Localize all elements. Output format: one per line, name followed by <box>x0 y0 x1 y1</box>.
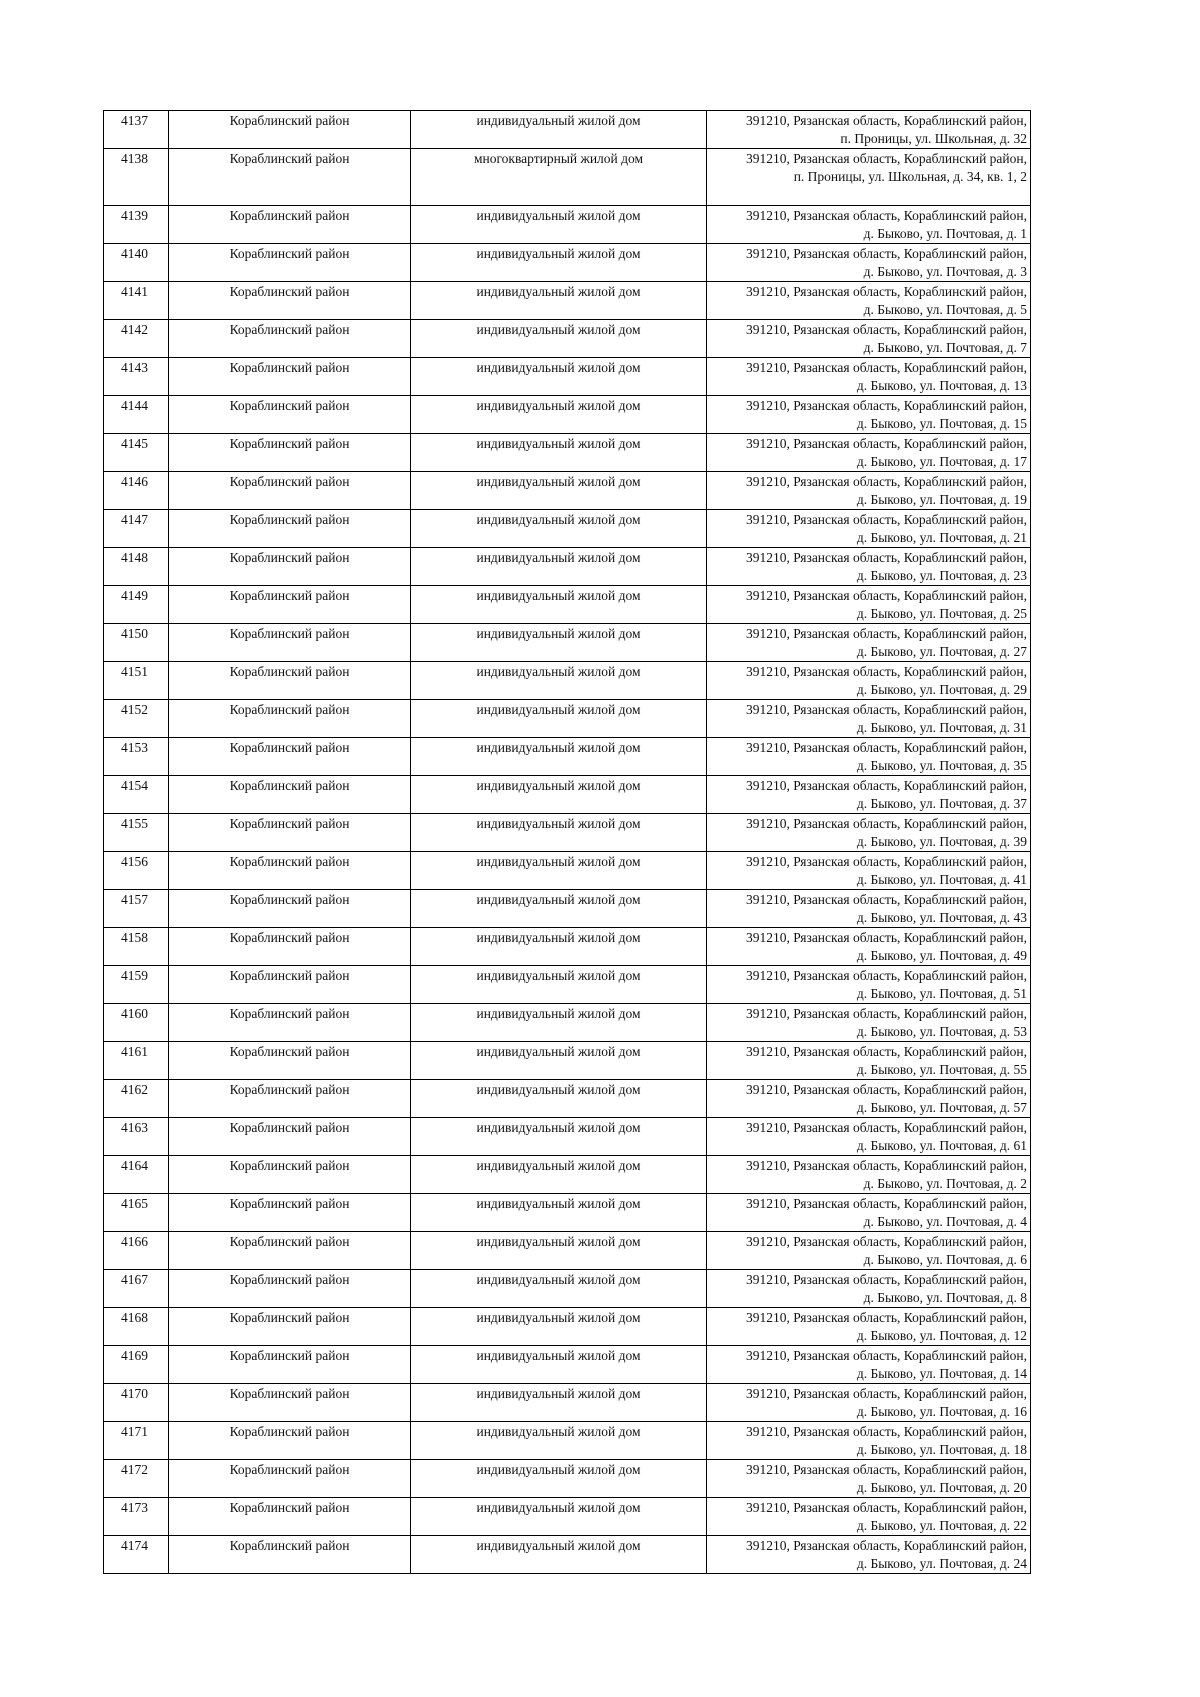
table-row <box>104 1346 1031 1384</box>
address-cell <box>707 890 1031 928</box>
table-row <box>104 966 1031 1004</box>
address-cell <box>707 1118 1031 1156</box>
address-line: д. Быково, ул. Почтовая, д. 31 <box>856 720 1027 735</box>
row-number-cell: 4163 <box>104 1118 169 1156</box>
district-cell: Кораблинский район <box>169 738 411 776</box>
table-row <box>104 1080 1031 1118</box>
address-line: 391210, Рязанская область, Кораблинский район, <box>746 1082 1027 1097</box>
row-number-cell: 4167 <box>104 1270 169 1308</box>
address-cell <box>707 149 1031 206</box>
address-line: д. Быково, ул. Почтовая, д. 12 <box>856 1328 1027 1343</box>
district-cell: Кораблинский район <box>169 1308 411 1346</box>
building-type-cell: индивидуальный жилой дом <box>411 776 707 814</box>
address-line: д. Быково, ул. Почтовая, д. 18 <box>856 1442 1027 1457</box>
address-line: д. Быково, ул. Почтовая, д. 57 <box>856 1100 1027 1115</box>
building-type-cell: индивидуальный жилой дом <box>411 358 707 396</box>
building-type-cell: индивидуальный жилой дом <box>411 472 707 510</box>
address-line: д. Быково, ул. Почтовая, д. 43 <box>856 910 1027 925</box>
district-cell: Кораблинский район <box>169 358 411 396</box>
district-cell: Кораблинский район <box>169 1194 411 1232</box>
table-row <box>104 624 1031 662</box>
building-type-cell: индивидуальный жилой дом <box>411 1004 707 1042</box>
district-cell: Кораблинский район <box>169 1422 411 1460</box>
address-line: п. Проницы, ул. Школьная, д. 32 <box>840 131 1027 146</box>
address-line: 391210, Рязанская область, Кораблинский район, <box>746 208 1027 223</box>
table-row <box>104 852 1031 890</box>
table-row <box>104 396 1031 434</box>
row-number-cell: 4174 <box>104 1536 169 1574</box>
row-number-cell: 4159 <box>104 966 169 1004</box>
address-cell <box>707 1232 1031 1270</box>
address-cell <box>707 852 1031 890</box>
row-number-cell: 4142 <box>104 320 169 358</box>
building-type-cell: индивидуальный жилой дом <box>411 1536 707 1574</box>
address-line: 391210, Рязанская область, Кораблинский район, <box>746 1196 1027 1211</box>
address-cell <box>707 1460 1031 1498</box>
district-cell: Кораблинский район <box>169 206 411 244</box>
address-line: 391210, Рязанская область, Кораблинский район, <box>746 284 1027 299</box>
address-cell <box>707 1536 1031 1574</box>
table-row <box>104 206 1031 244</box>
building-type-cell: индивидуальный жилой дом <box>411 510 707 548</box>
address-line: д. Быково, ул. Почтовая, д. 15 <box>856 416 1027 431</box>
building-type-cell: индивидуальный жилой дом <box>411 282 707 320</box>
address-line: д. Быково, ул. Почтовая, д. 22 <box>856 1518 1027 1533</box>
row-number-cell: 4170 <box>104 1384 169 1422</box>
building-type-cell: индивидуальный жилой дом <box>411 700 707 738</box>
table-row <box>104 1460 1031 1498</box>
address-cell <box>707 1080 1031 1118</box>
address-line: 391210, Рязанская область, Кораблинский район, <box>746 1272 1027 1287</box>
district-cell: Кораблинский район <box>169 320 411 358</box>
address-line: 391210, Рязанская область, Кораблинский район, <box>746 474 1027 489</box>
table-row <box>104 776 1031 814</box>
row-number-cell: 4144 <box>104 396 169 434</box>
row-number-cell: 4149 <box>104 586 169 624</box>
table-row <box>104 548 1031 586</box>
address-line: 391210, Рязанская область, Кораблинский район, <box>746 1006 1027 1021</box>
table-row <box>104 586 1031 624</box>
table-row <box>104 814 1031 852</box>
building-type-cell: индивидуальный жилой дом <box>411 852 707 890</box>
table-row <box>104 662 1031 700</box>
district-cell: Кораблинский район <box>169 1080 411 1118</box>
address-line: 391210, Рязанская область, Кораблинский район, <box>746 740 1027 755</box>
address-line: 391210, Рязанская область, Кораблинский район, <box>746 816 1027 831</box>
address-line: 391210, Рязанская область, Кораблинский район, <box>746 113 1027 128</box>
address-cell <box>707 700 1031 738</box>
address-line: п. Проницы, ул. Школьная, д. 34, кв. 1, 2 <box>793 169 1027 184</box>
building-type-cell: индивидуальный жилой дом <box>411 624 707 662</box>
district-cell: Кораблинский район <box>169 244 411 282</box>
table-row <box>104 1308 1031 1346</box>
table-row <box>104 1270 1031 1308</box>
address-line: д. Быково, ул. Почтовая, д. 23 <box>856 568 1027 583</box>
row-number-cell: 4146 <box>104 472 169 510</box>
table-row <box>104 1422 1031 1460</box>
address-line: д. Быково, ул. Почтовая, д. 16 <box>856 1404 1027 1419</box>
building-type-cell: индивидуальный жилой дом <box>411 1270 707 1308</box>
district-cell: Кораблинский район <box>169 700 411 738</box>
row-number-cell: 4147 <box>104 510 169 548</box>
table-row <box>104 1384 1031 1422</box>
district-cell: Кораблинский район <box>169 1270 411 1308</box>
row-number-cell: 4153 <box>104 738 169 776</box>
address-cell <box>707 624 1031 662</box>
address-cell <box>707 1270 1031 1308</box>
table-row <box>104 282 1031 320</box>
address-cell <box>707 396 1031 434</box>
address-cell <box>707 586 1031 624</box>
building-type-cell: индивидуальный жилой дом <box>411 434 707 472</box>
building-type-cell: индивидуальный жилой дом <box>411 1194 707 1232</box>
address-cell <box>707 510 1031 548</box>
district-cell: Кораблинский район <box>169 282 411 320</box>
address-cell <box>707 966 1031 1004</box>
address-cell <box>707 814 1031 852</box>
address-cell <box>707 282 1031 320</box>
address-line: д. Быково, ул. Почтовая, д. 17 <box>856 454 1027 469</box>
address-line: д. Быково, ул. Почтовая, д. 8 <box>863 1290 1027 1305</box>
table-row <box>104 1232 1031 1270</box>
address-line: 391210, Рязанская область, Кораблинский район, <box>746 360 1027 375</box>
building-type-cell: индивидуальный жилой дом <box>411 1118 707 1156</box>
table-row <box>104 244 1031 282</box>
row-number-cell: 4137 <box>104 111 169 149</box>
address-cell <box>707 1042 1031 1080</box>
address-line: 391210, Рязанская область, Кораблинский район, <box>746 1234 1027 1249</box>
address-line: 391210, Рязанская область, Кораблинский район, <box>746 322 1027 337</box>
table-row <box>104 149 1031 206</box>
row-number-cell: 4155 <box>104 814 169 852</box>
row-number-cell: 4138 <box>104 149 169 206</box>
table-row <box>104 1498 1031 1536</box>
address-cell <box>707 1156 1031 1194</box>
district-cell: Кораблинский район <box>169 890 411 928</box>
address-line: д. Быково, ул. Почтовая, д. 5 <box>863 302 1027 317</box>
row-number-cell: 4166 <box>104 1232 169 1270</box>
address-line: д. Быково, ул. Почтовая, д. 3 <box>863 264 1027 279</box>
row-number-cell: 4165 <box>104 1194 169 1232</box>
row-number-cell: 4152 <box>104 700 169 738</box>
table-row <box>104 320 1031 358</box>
address-line: д. Быково, ул. Почтовая, д. 29 <box>856 682 1027 697</box>
district-cell: Кораблинский район <box>169 1498 411 1536</box>
building-type-cell: индивидуальный жилой дом <box>411 111 707 149</box>
district-cell: Кораблинский район <box>169 966 411 1004</box>
building-type-cell: индивидуальный жилой дом <box>411 966 707 1004</box>
table-row <box>104 738 1031 776</box>
building-type-cell: индивидуальный жилой дом <box>411 738 707 776</box>
address-line: 391210, Рязанская область, Кораблинский район, <box>746 1348 1027 1363</box>
address-cell <box>707 1346 1031 1384</box>
address-line: д. Быково, ул. Почтовая, д. 53 <box>856 1024 1027 1039</box>
address-line: д. Быково, ул. Почтовая, д. 4 <box>863 1214 1027 1229</box>
district-cell: Кораблинский район <box>169 1156 411 1194</box>
table-row <box>104 890 1031 928</box>
address-line: 391210, Рязанская область, Кораблинский район, <box>746 398 1027 413</box>
district-cell: Кораблинский район <box>169 586 411 624</box>
address-line: 391210, Рязанская область, Кораблинский район, <box>746 1500 1027 1515</box>
district-cell: Кораблинский район <box>169 434 411 472</box>
row-number-cell: 4151 <box>104 662 169 700</box>
address-line: 391210, Рязанская область, Кораблинский район, <box>746 968 1027 983</box>
address-line: д. Быково, ул. Почтовая, д. 6 <box>863 1252 1027 1267</box>
address-cell <box>707 111 1031 149</box>
district-cell: Кораблинский район <box>169 662 411 700</box>
address-line: д. Быково, ул. Почтовая, д. 37 <box>856 796 1027 811</box>
address-line: 391210, Рязанская область, Кораблинский район, <box>746 1462 1027 1477</box>
address-cell <box>707 928 1031 966</box>
address-cell <box>707 776 1031 814</box>
building-type-cell: индивидуальный жилой дом <box>411 1308 707 1346</box>
address-line: 391210, Рязанская область, Кораблинский район, <box>746 1120 1027 1135</box>
address-line: д. Быково, ул. Почтовая, д. 7 <box>863 340 1027 355</box>
address-cell <box>707 548 1031 586</box>
address-cell <box>707 662 1031 700</box>
district-cell: Кораблинский район <box>169 111 411 149</box>
address-line: д. Быково, ул. Почтовая, д. 1 <box>863 226 1027 241</box>
row-number-cell: 4145 <box>104 434 169 472</box>
address-line: д. Быково, ул. Почтовая, д. 55 <box>856 1062 1027 1077</box>
table-row <box>104 1004 1031 1042</box>
district-cell: Кораблинский район <box>169 928 411 966</box>
address-line: д. Быково, ул. Почтовая, д. 39 <box>856 834 1027 849</box>
district-cell: Кораблинский район <box>169 1346 411 1384</box>
building-type-cell: индивидуальный жилой дом <box>411 548 707 586</box>
district-cell: Кораблинский район <box>169 149 411 206</box>
row-number-cell: 4156 <box>104 852 169 890</box>
address-line: 391210, Рязанская область, Кораблинский район, <box>746 702 1027 717</box>
table-row <box>104 928 1031 966</box>
address-line: 391210, Рязанская область, Кораблинский район, <box>746 246 1027 261</box>
address-line: д. Быково, ул. Почтовая, д. 14 <box>856 1366 1027 1381</box>
row-number-cell: 4164 <box>104 1156 169 1194</box>
row-number-cell: 4150 <box>104 624 169 662</box>
district-cell: Кораблинский район <box>169 396 411 434</box>
address-line: д. Быково, ул. Почтовая, д. 21 <box>856 530 1027 545</box>
district-cell: Кораблинский район <box>169 1118 411 1156</box>
address-line: 391210, Рязанская область, Кораблинский район, <box>746 1044 1027 1059</box>
row-number-cell: 4139 <box>104 206 169 244</box>
address-line: 391210, Рязанская область, Кораблинский район, <box>746 1538 1027 1553</box>
row-number-cell: 4173 <box>104 1498 169 1536</box>
address-line: 391210, Рязанская область, Кораблинский район, <box>746 151 1027 166</box>
row-number-cell: 4148 <box>104 548 169 586</box>
row-number-cell: 4157 <box>104 890 169 928</box>
building-type-cell: индивидуальный жилой дом <box>411 586 707 624</box>
address-cell <box>707 1194 1031 1232</box>
table-row <box>104 111 1031 149</box>
row-number-cell: 4168 <box>104 1308 169 1346</box>
row-number-cell: 4158 <box>104 928 169 966</box>
district-cell: Кораблинский район <box>169 472 411 510</box>
address-line: 391210, Рязанская область, Кораблинский район, <box>746 512 1027 527</box>
address-line: д. Быково, ул. Почтовая, д. 13 <box>856 378 1027 393</box>
district-cell: Кораблинский район <box>169 1384 411 1422</box>
address-line: д. Быково, ул. Почтовая, д. 2 <box>863 1176 1027 1191</box>
address-line: 391210, Рязанская область, Кораблинский район, <box>746 854 1027 869</box>
table-row <box>104 472 1031 510</box>
building-type-cell: индивидуальный жилой дом <box>411 1042 707 1080</box>
table-row <box>104 510 1031 548</box>
table-row <box>104 1536 1031 1574</box>
address-cell <box>707 206 1031 244</box>
building-type-cell: индивидуальный жилой дом <box>411 890 707 928</box>
district-cell: Кораблинский район <box>169 1460 411 1498</box>
district-cell: Кораблинский район <box>169 548 411 586</box>
district-cell: Кораблинский район <box>169 852 411 890</box>
building-type-cell: индивидуальный жилой дом <box>411 928 707 966</box>
address-cell <box>707 358 1031 396</box>
table-row <box>104 434 1031 472</box>
building-type-cell: индивидуальный жилой дом <box>411 244 707 282</box>
row-number-cell: 4162 <box>104 1080 169 1118</box>
address-line: д. Быково, ул. Почтовая, д. 27 <box>856 644 1027 659</box>
building-type-cell: индивидуальный жилой дом <box>411 1232 707 1270</box>
row-number-cell: 4154 <box>104 776 169 814</box>
building-type-cell: многоквартирный жилой дом <box>411 149 707 206</box>
address-line: 391210, Рязанская область, Кораблинский район, <box>746 436 1027 451</box>
address-line: д. Быково, ул. Почтовая, д. 20 <box>856 1480 1027 1495</box>
address-cell <box>707 1308 1031 1346</box>
district-cell: Кораблинский район <box>169 1232 411 1270</box>
address-cell <box>707 1004 1031 1042</box>
building-type-cell: индивидуальный жилой дом <box>411 1422 707 1460</box>
address-line: д. Быково, ул. Почтовая, д. 61 <box>856 1138 1027 1153</box>
address-cell <box>707 738 1031 776</box>
row-number-cell: 4143 <box>104 358 169 396</box>
building-type-cell: индивидуальный жилой дом <box>411 1080 707 1118</box>
registry-table-body <box>104 111 1031 1574</box>
table-row <box>104 358 1031 396</box>
address-cell <box>707 434 1031 472</box>
district-cell: Кораблинский район <box>169 1042 411 1080</box>
building-type-cell: индивидуальный жилой дом <box>411 1460 707 1498</box>
address-line: д. Быково, ул. Почтовая, д. 19 <box>856 492 1027 507</box>
district-cell: Кораблинский район <box>169 1536 411 1574</box>
address-line: д. Быково, ул. Почтовая, д. 41 <box>856 872 1027 887</box>
address-cell <box>707 472 1031 510</box>
address-line: 391210, Рязанская область, Кораблинский район, <box>746 1310 1027 1325</box>
address-cell <box>707 320 1031 358</box>
row-number-cell: 4172 <box>104 1460 169 1498</box>
district-cell: Кораблинский район <box>169 1004 411 1042</box>
building-type-cell: индивидуальный жилой дом <box>411 1384 707 1422</box>
address-cell <box>707 1498 1031 1536</box>
building-type-cell: индивидуальный жилой дом <box>411 662 707 700</box>
row-number-cell: 4141 <box>104 282 169 320</box>
address-line: 391210, Рязанская область, Кораблинский район, <box>746 892 1027 907</box>
address-line: 391210, Рязанская область, Кораблинский район, <box>746 1386 1027 1401</box>
row-number-cell: 4161 <box>104 1042 169 1080</box>
address-line: 391210, Рязанская область, Кораблинский район, <box>746 588 1027 603</box>
row-number-cell: 4140 <box>104 244 169 282</box>
building-type-cell: индивидуальный жилой дом <box>411 814 707 852</box>
building-type-cell: индивидуальный жилой дом <box>411 396 707 434</box>
row-number-cell: 4171 <box>104 1422 169 1460</box>
district-cell: Кораблинский район <box>169 624 411 662</box>
address-cell <box>707 244 1031 282</box>
table-row <box>104 700 1031 738</box>
address-line: д. Быково, ул. Почтовая, д. 49 <box>856 948 1027 963</box>
address-line: 391210, Рязанская область, Кораблинский район, <box>746 664 1027 679</box>
building-type-cell: индивидуальный жилой дом <box>411 320 707 358</box>
row-number-cell: 4169 <box>104 1346 169 1384</box>
registry-table <box>103 110 1031 1574</box>
address-line: д. Быково, ул. Почтовая, д. 35 <box>856 758 1027 773</box>
table-row <box>104 1042 1031 1080</box>
building-type-cell: индивидуальный жилой дом <box>411 206 707 244</box>
address-line: д. Быково, ул. Почтовая, д. 24 <box>856 1556 1027 1571</box>
district-cell: Кораблинский район <box>169 510 411 548</box>
district-cell: Кораблинский район <box>169 814 411 852</box>
building-type-cell: индивидуальный жилой дом <box>411 1498 707 1536</box>
row-number-cell: 4160 <box>104 1004 169 1042</box>
address-line: 391210, Рязанская область, Кораблинский район, <box>746 550 1027 565</box>
address-line: д. Быково, ул. Почтовая, д. 25 <box>856 606 1027 621</box>
table-row <box>104 1194 1031 1232</box>
address-line: д. Быково, ул. Почтовая, д. 51 <box>856 986 1027 1001</box>
table-row <box>104 1156 1031 1194</box>
address-line: 391210, Рязанская область, Кораблинский район, <box>746 778 1027 793</box>
address-cell <box>707 1384 1031 1422</box>
building-type-cell: индивидуальный жилой дом <box>411 1346 707 1384</box>
district-cell: Кораблинский район <box>169 776 411 814</box>
address-line: 391210, Рязанская область, Кораблинский район, <box>746 626 1027 641</box>
address-line: 391210, Рязанская область, Кораблинский район, <box>746 930 1027 945</box>
building-type-cell: индивидуальный жилой дом <box>411 1156 707 1194</box>
address-line: 391210, Рязанская область, Кораблинский район, <box>746 1158 1027 1173</box>
address-cell <box>707 1422 1031 1460</box>
address-line: 391210, Рязанская область, Кораблинский район, <box>746 1424 1027 1439</box>
table-row <box>104 1118 1031 1156</box>
